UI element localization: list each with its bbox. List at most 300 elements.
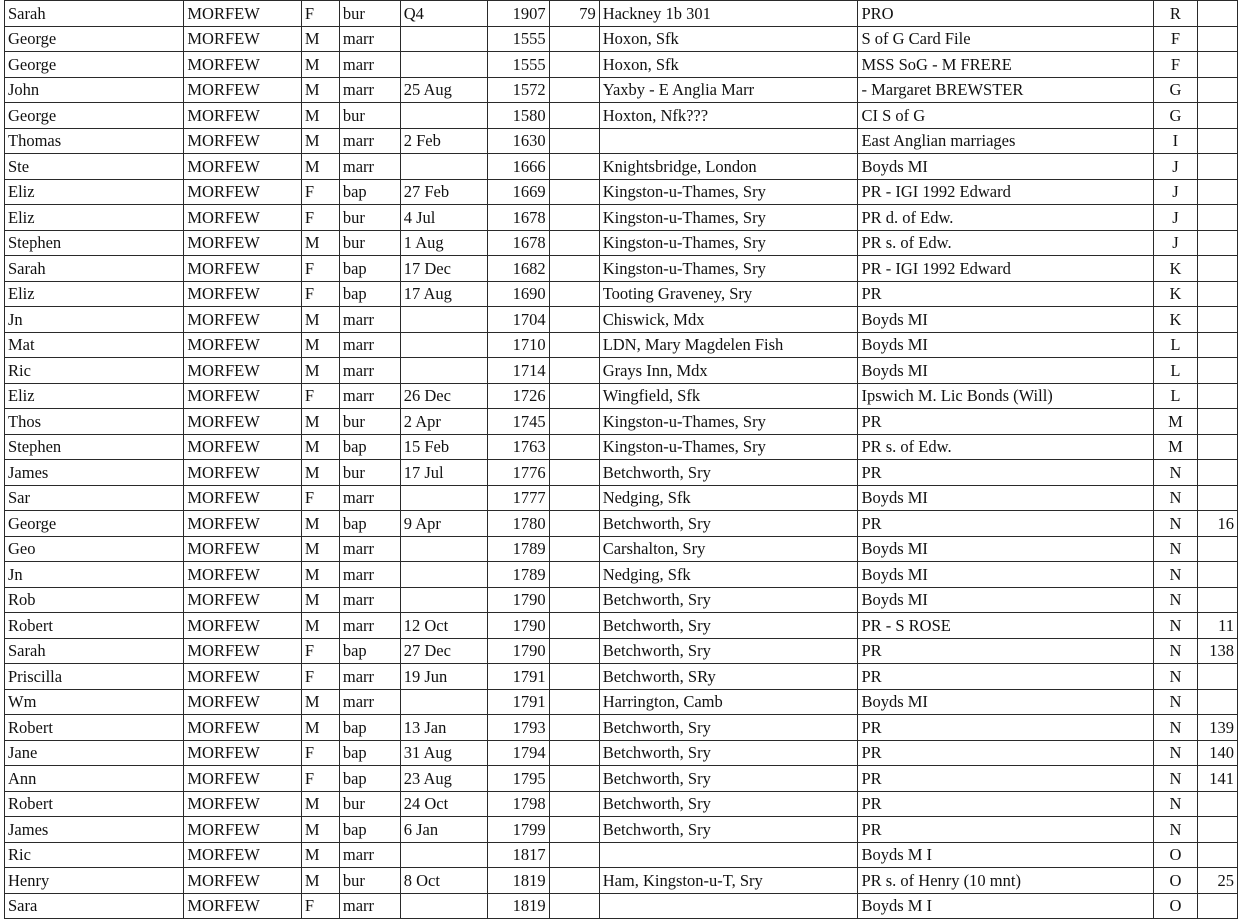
date-cell: 12 Oct: [400, 613, 487, 639]
source-cell: Boyds MI: [858, 562, 1154, 588]
forename-cell: Thos: [5, 409, 184, 435]
code-cell: L: [1154, 332, 1197, 358]
place-cell: Hackney 1b 301: [599, 1, 858, 27]
sex-cell: M: [301, 460, 339, 486]
year-cell: 1678: [487, 230, 549, 256]
source-cell: PR: [858, 817, 1154, 843]
event-cell: marr: [339, 332, 400, 358]
code-cell: N: [1154, 587, 1197, 613]
year-cell: 1580: [487, 103, 549, 129]
ref-cell: [1197, 842, 1237, 868]
extra-cell: [549, 511, 599, 537]
date-cell: 17 Jul: [400, 460, 487, 486]
source-cell: CI S of G: [858, 103, 1154, 129]
date-cell: 19 Jun: [400, 664, 487, 690]
code-cell: N: [1154, 536, 1197, 562]
sex-cell: M: [301, 511, 339, 537]
year-cell: 1819: [487, 868, 549, 894]
source-cell: PRO: [858, 1, 1154, 27]
table-row: [5, 715, 1238, 741]
event-cell: marr: [339, 536, 400, 562]
source-cell: PR: [858, 638, 1154, 664]
place-cell: Yaxby - E Anglia Marr: [599, 77, 858, 103]
source-cell: PR s. of Edw.: [858, 230, 1154, 256]
year-cell: 1555: [487, 52, 549, 78]
surname-cell: MORFEW: [184, 511, 301, 537]
place-cell: Betchworth, Sry: [599, 791, 858, 817]
extra-cell: [549, 740, 599, 766]
date-cell: 27 Dec: [400, 638, 487, 664]
date-cell: 23 Aug: [400, 766, 487, 792]
date-cell: 6 Jan: [400, 817, 487, 843]
place-cell: Betchworth, Sry: [599, 715, 858, 741]
place-cell: [599, 893, 858, 919]
date-cell: [400, 154, 487, 180]
table-row: [5, 689, 1238, 715]
sex-cell: F: [301, 664, 339, 690]
place-cell: Kingston-u-Thames, Sry: [599, 230, 858, 256]
source-cell: PR - IGI 1992 Edward: [858, 256, 1154, 282]
year-cell: 1789: [487, 562, 549, 588]
year-cell: 1690: [487, 281, 549, 307]
source-cell: Boyds MI: [858, 587, 1154, 613]
surname-cell: MORFEW: [184, 766, 301, 792]
place-cell: Betchworth, Sry: [599, 511, 858, 537]
surname-cell: MORFEW: [184, 613, 301, 639]
year-cell: 1799: [487, 817, 549, 843]
place-cell: Kingston-u-Thames, Sry: [599, 434, 858, 460]
surname-cell: MORFEW: [184, 791, 301, 817]
table-row: [5, 383, 1238, 409]
code-cell: G: [1154, 103, 1197, 129]
year-cell: 1726: [487, 383, 549, 409]
forename-cell: Priscilla: [5, 664, 184, 690]
code-cell: L: [1154, 383, 1197, 409]
extra-cell: [549, 562, 599, 588]
code-cell: N: [1154, 689, 1197, 715]
event-cell: bap: [339, 281, 400, 307]
place-cell: Betchworth, Sry: [599, 740, 858, 766]
surname-cell: MORFEW: [184, 562, 301, 588]
code-cell: J: [1154, 230, 1197, 256]
ref-cell: [1197, 154, 1237, 180]
table-row: [5, 868, 1238, 894]
place-cell: Betchworth, Sry: [599, 587, 858, 613]
forename-cell: George: [5, 52, 184, 78]
source-cell: Boyds MI: [858, 332, 1154, 358]
date-cell: 2 Feb: [400, 128, 487, 154]
year-cell: 1710: [487, 332, 549, 358]
ref-cell: 11: [1197, 613, 1237, 639]
extra-cell: [549, 485, 599, 511]
forename-cell: Eliz: [5, 205, 184, 231]
date-cell: 31 Aug: [400, 740, 487, 766]
source-cell: Boyds MI: [858, 154, 1154, 180]
source-cell: PR: [858, 715, 1154, 741]
place-cell: Nedging, Sfk: [599, 562, 858, 588]
sex-cell: M: [301, 868, 339, 894]
year-cell: 1572: [487, 77, 549, 103]
year-cell: 1817: [487, 842, 549, 868]
event-cell: marr: [339, 52, 400, 78]
source-cell: Boyds MI: [858, 358, 1154, 384]
source-cell: PR d. of Edw.: [858, 205, 1154, 231]
ref-cell: [1197, 52, 1237, 78]
sex-cell: M: [301, 689, 339, 715]
event-cell: bap: [339, 740, 400, 766]
extra-cell: [549, 281, 599, 307]
place-cell: Knightsbridge, London: [599, 154, 858, 180]
date-cell: 17 Dec: [400, 256, 487, 282]
date-cell: 17 Aug: [400, 281, 487, 307]
code-cell: O: [1154, 868, 1197, 894]
year-cell: 1666: [487, 154, 549, 180]
extra-cell: [549, 536, 599, 562]
event-cell: bur: [339, 1, 400, 27]
extra-cell: [549, 358, 599, 384]
place-cell: Betchworth, Sry: [599, 638, 858, 664]
date-cell: [400, 26, 487, 52]
sex-cell: M: [301, 715, 339, 741]
sex-cell: F: [301, 205, 339, 231]
extra-cell: [549, 613, 599, 639]
ref-cell: [1197, 307, 1237, 333]
year-cell: 1795: [487, 766, 549, 792]
extra-cell: [549, 868, 599, 894]
table-row: [5, 281, 1238, 307]
sex-cell: M: [301, 26, 339, 52]
forename-cell: Ric: [5, 842, 184, 868]
surname-cell: MORFEW: [184, 740, 301, 766]
event-cell: marr: [339, 26, 400, 52]
code-cell: N: [1154, 613, 1197, 639]
sex-cell: F: [301, 766, 339, 792]
place-cell: Kingston-u-Thames, Sry: [599, 179, 858, 205]
source-cell: Boyds M I: [858, 893, 1154, 919]
sex-cell: M: [301, 791, 339, 817]
date-cell: 27 Feb: [400, 179, 487, 205]
year-cell: 1791: [487, 664, 549, 690]
event-cell: marr: [339, 664, 400, 690]
table-row: [5, 536, 1238, 562]
event-cell: marr: [339, 77, 400, 103]
sex-cell: M: [301, 52, 339, 78]
source-cell: PR s. of Henry (10 mnt): [858, 868, 1154, 894]
source-cell: PR - IGI 1992 Edward: [858, 179, 1154, 205]
extra-cell: [549, 791, 599, 817]
forename-cell: Stephen: [5, 230, 184, 256]
forename-cell: John: [5, 77, 184, 103]
date-cell: 9 Apr: [400, 511, 487, 537]
records-body: [5, 1, 1238, 919]
ref-cell: 138: [1197, 638, 1237, 664]
sex-cell: F: [301, 1, 339, 27]
date-cell: 1 Aug: [400, 230, 487, 256]
event-cell: bap: [339, 766, 400, 792]
forename-cell: Ric: [5, 358, 184, 384]
event-cell: marr: [339, 154, 400, 180]
source-cell: PR s. of Edw.: [858, 434, 1154, 460]
place-cell: Hoxon, Sfk: [599, 52, 858, 78]
surname-cell: MORFEW: [184, 256, 301, 282]
extra-cell: [549, 103, 599, 129]
surname-cell: MORFEW: [184, 434, 301, 460]
sex-cell: M: [301, 613, 339, 639]
table-row: [5, 740, 1238, 766]
place-cell: Harrington, Camb: [599, 689, 858, 715]
ref-cell: 25: [1197, 868, 1237, 894]
forename-cell: George: [5, 511, 184, 537]
code-cell: L: [1154, 358, 1197, 384]
extra-cell: [549, 842, 599, 868]
event-cell: bur: [339, 230, 400, 256]
code-cell: N: [1154, 715, 1197, 741]
date-cell: 15 Feb: [400, 434, 487, 460]
extra-cell: [549, 52, 599, 78]
forename-cell: Robert: [5, 715, 184, 741]
event-cell: bap: [339, 434, 400, 460]
source-cell: PR: [858, 409, 1154, 435]
surname-cell: MORFEW: [184, 332, 301, 358]
date-cell: [400, 332, 487, 358]
event-cell: marr: [339, 383, 400, 409]
sex-cell: M: [301, 536, 339, 562]
table-row: [5, 409, 1238, 435]
table-row: [5, 332, 1238, 358]
event-cell: bur: [339, 791, 400, 817]
forename-cell: Jn: [5, 562, 184, 588]
table-row: [5, 766, 1238, 792]
table-row: [5, 154, 1238, 180]
sex-cell: M: [301, 817, 339, 843]
extra-cell: [549, 256, 599, 282]
ref-cell: 141: [1197, 766, 1237, 792]
table-row: [5, 791, 1238, 817]
extra-cell: [549, 179, 599, 205]
ref-cell: [1197, 77, 1237, 103]
year-cell: 1794: [487, 740, 549, 766]
extra-cell: [549, 817, 599, 843]
event-cell: marr: [339, 613, 400, 639]
source-cell: S of G Card File: [858, 26, 1154, 52]
code-cell: N: [1154, 638, 1197, 664]
forename-cell: Robert: [5, 613, 184, 639]
extra-cell: [549, 154, 599, 180]
place-cell: Chiswick, Mdx: [599, 307, 858, 333]
code-cell: M: [1154, 434, 1197, 460]
year-cell: 1780: [487, 511, 549, 537]
ref-cell: [1197, 817, 1237, 843]
extra-cell: [549, 77, 599, 103]
place-cell: Hoxon, Sfk: [599, 26, 858, 52]
date-cell: [400, 893, 487, 919]
table-row: [5, 52, 1238, 78]
event-cell: marr: [339, 128, 400, 154]
year-cell: 1907: [487, 1, 549, 27]
surname-cell: MORFEW: [184, 817, 301, 843]
extra-cell: [549, 638, 599, 664]
date-cell: [400, 587, 487, 613]
ref-cell: [1197, 1, 1237, 27]
surname-cell: MORFEW: [184, 587, 301, 613]
code-cell: F: [1154, 52, 1197, 78]
year-cell: 1555: [487, 26, 549, 52]
event-cell: marr: [339, 689, 400, 715]
source-cell: PR - S ROSE: [858, 613, 1154, 639]
event-cell: bap: [339, 511, 400, 537]
surname-cell: MORFEW: [184, 485, 301, 511]
ref-cell: [1197, 332, 1237, 358]
forename-cell: Eliz: [5, 179, 184, 205]
code-cell: K: [1154, 307, 1197, 333]
code-cell: O: [1154, 842, 1197, 868]
code-cell: N: [1154, 562, 1197, 588]
year-cell: 1793: [487, 715, 549, 741]
surname-cell: MORFEW: [184, 230, 301, 256]
table-row: [5, 26, 1238, 52]
source-cell: Boyds MI: [858, 307, 1154, 333]
surname-cell: MORFEW: [184, 460, 301, 486]
place-cell: Betchworth, Sry: [599, 817, 858, 843]
ref-cell: [1197, 26, 1237, 52]
table-row: [5, 842, 1238, 868]
date-cell: [400, 103, 487, 129]
event-cell: marr: [339, 562, 400, 588]
place-cell: Kingston-u-Thames, Sry: [599, 409, 858, 435]
forename-cell: Eliz: [5, 281, 184, 307]
date-cell: Q4: [400, 1, 487, 27]
code-cell: M: [1154, 409, 1197, 435]
surname-cell: MORFEW: [184, 689, 301, 715]
source-cell: PR: [858, 664, 1154, 690]
forename-cell: George: [5, 103, 184, 129]
date-cell: [400, 689, 487, 715]
table-row: [5, 256, 1238, 282]
year-cell: 1790: [487, 638, 549, 664]
code-cell: N: [1154, 817, 1197, 843]
source-cell: PR: [858, 511, 1154, 537]
event-cell: bap: [339, 817, 400, 843]
code-cell: I: [1154, 128, 1197, 154]
table-row: [5, 485, 1238, 511]
code-cell: N: [1154, 791, 1197, 817]
place-cell: [599, 128, 858, 154]
extra-cell: [549, 307, 599, 333]
code-cell: N: [1154, 766, 1197, 792]
ref-cell: [1197, 383, 1237, 409]
sex-cell: F: [301, 383, 339, 409]
surname-cell: MORFEW: [184, 715, 301, 741]
source-cell: Boyds M I: [858, 842, 1154, 868]
date-cell: [400, 536, 487, 562]
source-cell: PR: [858, 791, 1154, 817]
date-cell: [400, 485, 487, 511]
date-cell: 25 Aug: [400, 77, 487, 103]
code-cell: K: [1154, 256, 1197, 282]
forename-cell: Eliz: [5, 383, 184, 409]
surname-cell: MORFEW: [184, 664, 301, 690]
forename-cell: Stephen: [5, 434, 184, 460]
sex-cell: F: [301, 179, 339, 205]
ref-cell: [1197, 128, 1237, 154]
table-row: [5, 460, 1238, 486]
sex-cell: F: [301, 638, 339, 664]
ref-cell: [1197, 664, 1237, 690]
date-cell: [400, 358, 487, 384]
sex-cell: M: [301, 154, 339, 180]
forename-cell: Geo: [5, 536, 184, 562]
surname-cell: MORFEW: [184, 307, 301, 333]
extra-cell: [549, 766, 599, 792]
sex-cell: F: [301, 256, 339, 282]
code-cell: N: [1154, 485, 1197, 511]
ref-cell: [1197, 179, 1237, 205]
place-cell: Hoxton, Nfk???: [599, 103, 858, 129]
event-cell: marr: [339, 485, 400, 511]
sex-cell: M: [301, 434, 339, 460]
event-cell: marr: [339, 893, 400, 919]
event-cell: marr: [339, 587, 400, 613]
place-cell: Grays Inn, Mdx: [599, 358, 858, 384]
sex-cell: M: [301, 230, 339, 256]
table-row: [5, 511, 1238, 537]
sex-cell: F: [301, 740, 339, 766]
table-row: [5, 358, 1238, 384]
surname-cell: MORFEW: [184, 842, 301, 868]
extra-cell: [549, 230, 599, 256]
code-cell: K: [1154, 281, 1197, 307]
date-cell: 4 Jul: [400, 205, 487, 231]
place-cell: Ham, Kingston-u-T, Sry: [599, 868, 858, 894]
event-cell: bur: [339, 868, 400, 894]
forename-cell: Jane: [5, 740, 184, 766]
forename-cell: James: [5, 460, 184, 486]
code-cell: N: [1154, 664, 1197, 690]
sex-cell: M: [301, 77, 339, 103]
extra-cell: [549, 893, 599, 919]
sex-cell: M: [301, 332, 339, 358]
code-cell: F: [1154, 26, 1197, 52]
extra-cell: [549, 664, 599, 690]
extra-cell: [549, 434, 599, 460]
extra-cell: [549, 332, 599, 358]
forename-cell: Mat: [5, 332, 184, 358]
surname-cell: MORFEW: [184, 358, 301, 384]
ref-cell: 16: [1197, 511, 1237, 537]
code-cell: N: [1154, 511, 1197, 537]
date-cell: 24 Oct: [400, 791, 487, 817]
ref-cell: [1197, 689, 1237, 715]
extra-cell: 79: [549, 1, 599, 27]
source-cell: PR: [858, 460, 1154, 486]
event-cell: bur: [339, 460, 400, 486]
place-cell: Tooting Graveney, Sry: [599, 281, 858, 307]
forename-cell: Sarah: [5, 638, 184, 664]
surname-cell: MORFEW: [184, 26, 301, 52]
surname-cell: MORFEW: [184, 179, 301, 205]
surname-cell: MORFEW: [184, 103, 301, 129]
forename-cell: James: [5, 817, 184, 843]
year-cell: 1714: [487, 358, 549, 384]
source-cell: MSS SoG - M FRERE: [858, 52, 1154, 78]
source-cell: Boyds MI: [858, 536, 1154, 562]
event-cell: bap: [339, 715, 400, 741]
surname-cell: MORFEW: [184, 536, 301, 562]
place-cell: Kingston-u-Thames, Sry: [599, 205, 858, 231]
code-cell: R: [1154, 1, 1197, 27]
year-cell: 1745: [487, 409, 549, 435]
ref-cell: [1197, 256, 1237, 282]
